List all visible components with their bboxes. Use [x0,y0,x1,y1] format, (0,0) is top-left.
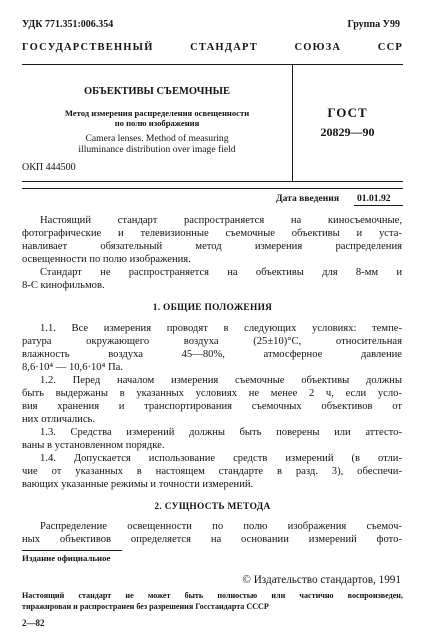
page-code: 2—82 [22,618,45,628]
section1-heading: 1. ОБЩИЕ ПОЛОЖЕНИЯ [152,303,273,313]
group-code: Группа У99 [347,19,400,30]
intro-line: Настоящий стандарт распространяется на киносъемочные, [40,215,402,226]
section1-line: вающих указанные режимы и точности измерений. [22,479,254,490]
section1-line: вия хранения и транспортирования съемочных объективов от [22,401,402,412]
section2-line: ных объективов определяется на основании измерений фото- [22,534,402,545]
intro-line: 8-С кинофильмов. [22,280,105,291]
title-en-line2: illuminance distribution over image field [78,144,236,155]
intro-line: Стандарт не распространяется на объективы для 8-мм и [40,267,402,278]
title-block-top-rule [22,64,403,65]
state-standard-banner: ГОСУДАРСТВЕННЫЙ СТАНДАРТ СОЮЗА ССР [22,42,403,53]
section2-line: Распределение освещенности по полю изображения съемоч- [40,521,402,532]
footer-rule [22,550,122,551]
section1-line: быть выдержаны в указанных условиях не менее 2 ч, если усло- [22,388,402,399]
intro-line: навливает обязательный метод измерения распределения [22,241,402,252]
title-en-line1: Camera lenses. Method of measuring [85,133,229,144]
section1-line: чие от указанных в настоящем стандарте в разд. 3), обеспечи- [22,466,402,477]
intro-date-value: 01.01.92 [357,193,391,204]
gost-number: 20829—90 [320,125,375,139]
title-block-divider [292,64,293,181]
title-ru: ОБЪЕКТИВЫ СЪЕМОЧНЫЕ [84,86,230,97]
intro-line: освещенности по полю изображения. [22,254,191,265]
section1-line: 8,6·10⁴ — 10,6·10⁴ Па. [22,362,123,373]
date-separator-rule [22,188,403,189]
section1-line: 1.4. Допускается использование средств измерений (в отли- [40,453,402,464]
intro-line: фотографические и телевизионные съемочные объективы и уста- [22,228,402,239]
section1-line: 1.3. Средства измерений должны быть поверены или аттесто- [40,427,402,438]
section2-heading: 2. СУЩНОСТЬ МЕТОДА [154,502,271,512]
intro-date-label: Дата введения [276,193,340,204]
subtitle-ru-line2: по полю изображения [114,118,200,128]
section1-line: 1.1. Все измерения проводят в следующих условиях: темпе- [40,323,402,334]
section1-line: ваны в установленном порядке. [22,440,165,451]
section1-line: ратура окружающего воздуха (25±10)°С, относительная [22,336,402,347]
section1-line: влажность воздуха 45—80%, атмосферное давление [22,349,402,360]
section1-line: них отличались. [22,414,96,425]
gost-label: ГОСТ [327,105,368,120]
copyright: © Издательство стандартов, 1991 [242,574,401,586]
title-block-bottom-rule [22,181,403,182]
reproduction-notice-line1: Настоящий стандарт не может быть полностью или частично воспроизведен, [22,591,403,600]
official-edition: Издание официальное [22,553,111,563]
subtitle-ru-line1: Метод измерения распределения освещенности [64,108,250,118]
okp-code: ОКП 444500 [22,162,76,173]
section1-line: 1.2. Перед началом измерения съемочные объективы должны [40,375,402,386]
reproduction-notice-line2: тиражирован и распространен без разрешения Госстандарта СССР [22,602,269,611]
intro-date-underline [354,205,403,206]
udk-code: УДК 771.351:006.354 [22,19,114,30]
